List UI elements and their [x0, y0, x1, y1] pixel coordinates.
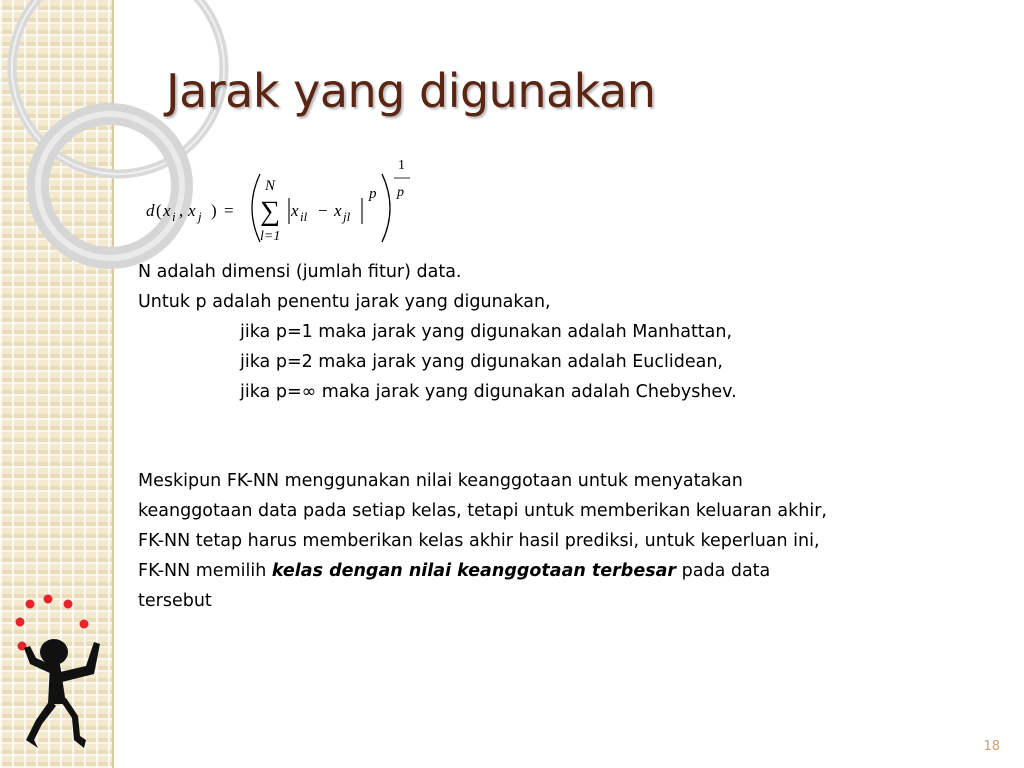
- formula-xi-x: x: [163, 201, 171, 220]
- formula-big-open-paren: [252, 174, 260, 242]
- formula-xjl-subscript: jl: [343, 209, 351, 224]
- formula-sum-symbol: ∑: [260, 196, 280, 227]
- page-number: 18: [983, 739, 1000, 754]
- text-segment: pada data: [676, 561, 771, 581]
- text-line: tersebut: [138, 591, 212, 611]
- text-line: Untuk p adalah penentu jarak yang digunakan,: [138, 292, 551, 312]
- formula-sum-upper: N: [265, 178, 276, 194]
- text-line-manhattan: jika p=1 maka jarak yang digunakan adalah Manhattan,: [240, 322, 733, 342]
- distance-explanation: [138, 257, 938, 407]
- text-line: FK-NN tetap harus memberikan kelas akhir hasil prediksi, untuk keperluan ini,: [138, 531, 820, 551]
- text-line-euclidean: jika p=2 maka jarak yang digunakan adalah Euclidean,: [240, 352, 723, 372]
- decorative-circles-icon: [0, 0, 240, 300]
- formula-xj-subscript: j: [198, 209, 202, 224]
- formula-xjl-x: x: [334, 201, 342, 220]
- formula-d: d: [146, 201, 155, 220]
- text-line: N adalah dimensi (jumlah fitur) data.: [138, 262, 462, 282]
- formula-xil-x: x: [291, 201, 299, 220]
- text-line-chebyshev: jika p=∞ maka jarak yang digunakan adalah Chebyshev.: [240, 382, 737, 402]
- formula-open-paren: (: [156, 201, 162, 220]
- formula-inner-power: p: [369, 186, 377, 202]
- formula-outer-power-denominator: p: [397, 185, 404, 200]
- formula-xil-subscript: il: [300, 209, 308, 224]
- emphasized-phrase: kelas dengan nilai keanggotaan terbesar: [271, 561, 677, 581]
- formula-big-close-paren: [382, 174, 390, 242]
- formula-sum-lower: l=1: [260, 229, 281, 244]
- formula-equals: =: [224, 201, 234, 220]
- text-segment: FK-NN memilih: [138, 561, 272, 581]
- juggler-icon: [8, 592, 112, 758]
- slide-title: Jarak yang digunakan: [166, 64, 656, 118]
- formula-xi-subscript: i: [172, 209, 176, 224]
- minkowski-distance-formula: [138, 152, 438, 248]
- formula-outer-power-numerator: 1: [398, 158, 405, 173]
- text-line: keanggotaan data pada setiap kelas, tetapi untuk memberikan keluaran akhir,: [138, 501, 827, 521]
- formula-comma: ,: [179, 201, 184, 220]
- formula-close-paren: ): [211, 201, 217, 220]
- formula-minus: −: [318, 201, 328, 220]
- formula-xj-x: x: [188, 201, 196, 220]
- fknn-explanation: [138, 466, 958, 616]
- text-line: [138, 556, 958, 586]
- text-line: Meskipun FK-NN menggunakan nilai keanggotaan untuk menyatakan: [138, 471, 743, 491]
